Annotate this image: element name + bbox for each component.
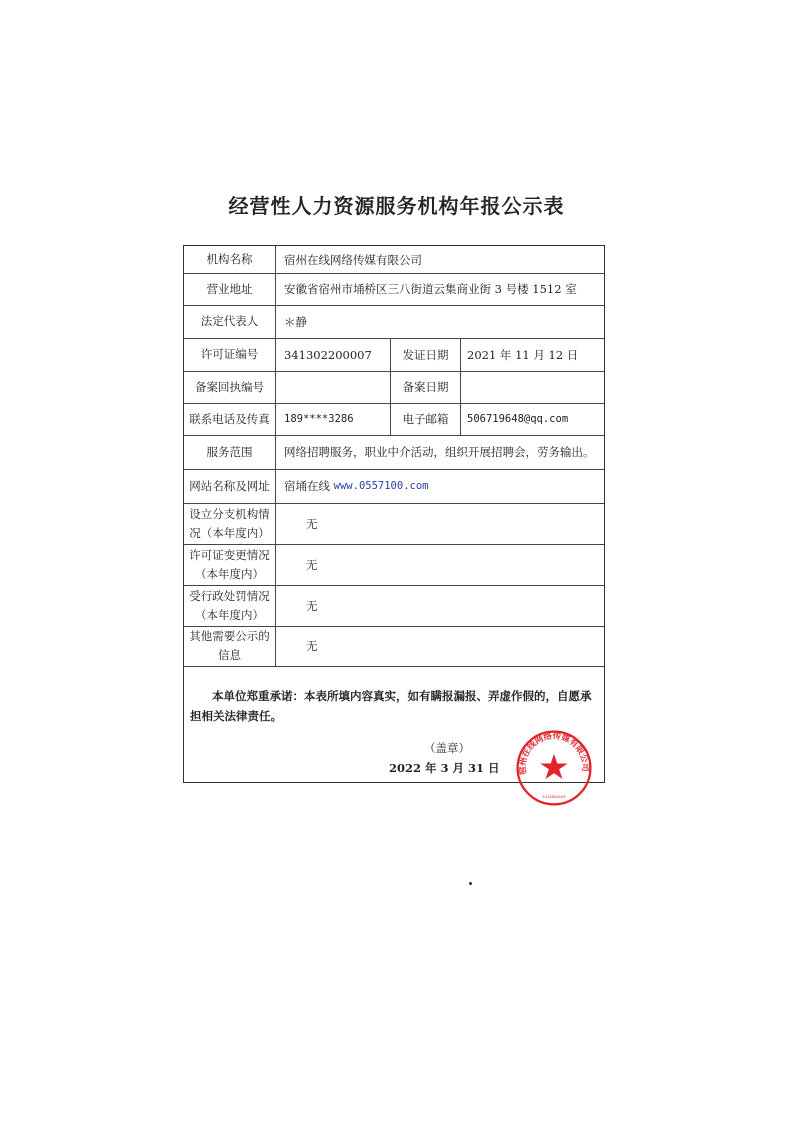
company-seal-stamp: [515, 729, 593, 807]
row-label: 许可证变更情况（本年度内）: [184, 544, 276, 585]
service-scope: 网络招聘服务，职业中介活动，组织开展招聘会，劳务输出。: [284, 445, 595, 459]
table-row: [184, 626, 604, 667]
row-label: 受行政处罚情况（本年度内）: [184, 585, 276, 626]
issue-date: 2021 年 11 月 12 日: [467, 347, 579, 362]
org-name-value: 宿州在线网络传媒有限公司: [284, 252, 422, 267]
row-label: 营业地址: [184, 273, 276, 305]
sign-date: 2022 年 3 月 31 日: [389, 761, 500, 775]
website-link[interactable]: www.0557100.com: [333, 480, 429, 492]
table-row: [184, 305, 604, 339]
row-label: 联系电话及传真: [184, 403, 276, 435]
address-value: 安徽省宿州市埇桥区三八街道云集商业街 3 号楼 1512 室: [284, 282, 577, 296]
table-row: [184, 469, 604, 504]
row-label: 机构名称: [184, 246, 276, 273]
website-value: [276, 469, 604, 503]
phone: 189****3286: [276, 403, 391, 435]
page-title: 经营性人力资源服务机构年报公示表: [228, 194, 565, 218]
table-row: [184, 338, 604, 372]
row-label: 法定代表人: [184, 305, 276, 338]
row-label: 备案回执编号: [184, 371, 276, 403]
row-label: 发证日期: [391, 338, 461, 371]
row-label: 网站名称及网址: [184, 469, 276, 503]
row-label: 电子邮箱: [391, 403, 461, 435]
table-row: [184, 435, 604, 470]
legal-rep-value: ＊静: [284, 314, 307, 329]
table-row: [184, 503, 604, 545]
email: 506719648@qq.com: [467, 413, 569, 425]
row-label: 设立分支机构情况（本年度内）: [184, 503, 276, 544]
table-row: [184, 544, 604, 586]
table-row: [184, 246, 604, 274]
table-row: [184, 273, 604, 306]
website-name: 宿埇在线: [284, 479, 330, 493]
row-label: 备案日期: [391, 371, 461, 403]
license-change-value: 无: [306, 557, 318, 572]
filing-number: [276, 371, 391, 403]
table-row: [184, 585, 604, 627]
annual-report-table: [183, 245, 605, 783]
row-label: 服务范围: [184, 435, 276, 469]
filing-date: [461, 371, 604, 403]
row-label: 其他需要公示的信息: [184, 626, 276, 666]
seal-label: （盖章）: [424, 741, 470, 755]
other-value: 无: [306, 639, 318, 653]
license-number: 341302200007: [276, 338, 391, 371]
svg-text:宿州在线网络传媒有限公司: 宿州在线网络传媒有限公司: [517, 730, 591, 776]
penalty-value: 无: [306, 598, 318, 613]
promise-text: 本单位郑重承诺：本表所填内容真实，如有瞒报漏报、弄虚作假的，自愿承担相关法律责任。: [190, 689, 592, 723]
scan-speck: [469, 882, 472, 885]
row-label: 许可证编号: [184, 338, 276, 371]
svg-text:3413020165: 3413020165: [542, 793, 566, 799]
branches-value: 无: [306, 516, 318, 531]
table-row: [184, 371, 604, 404]
table-row: [184, 403, 604, 436]
